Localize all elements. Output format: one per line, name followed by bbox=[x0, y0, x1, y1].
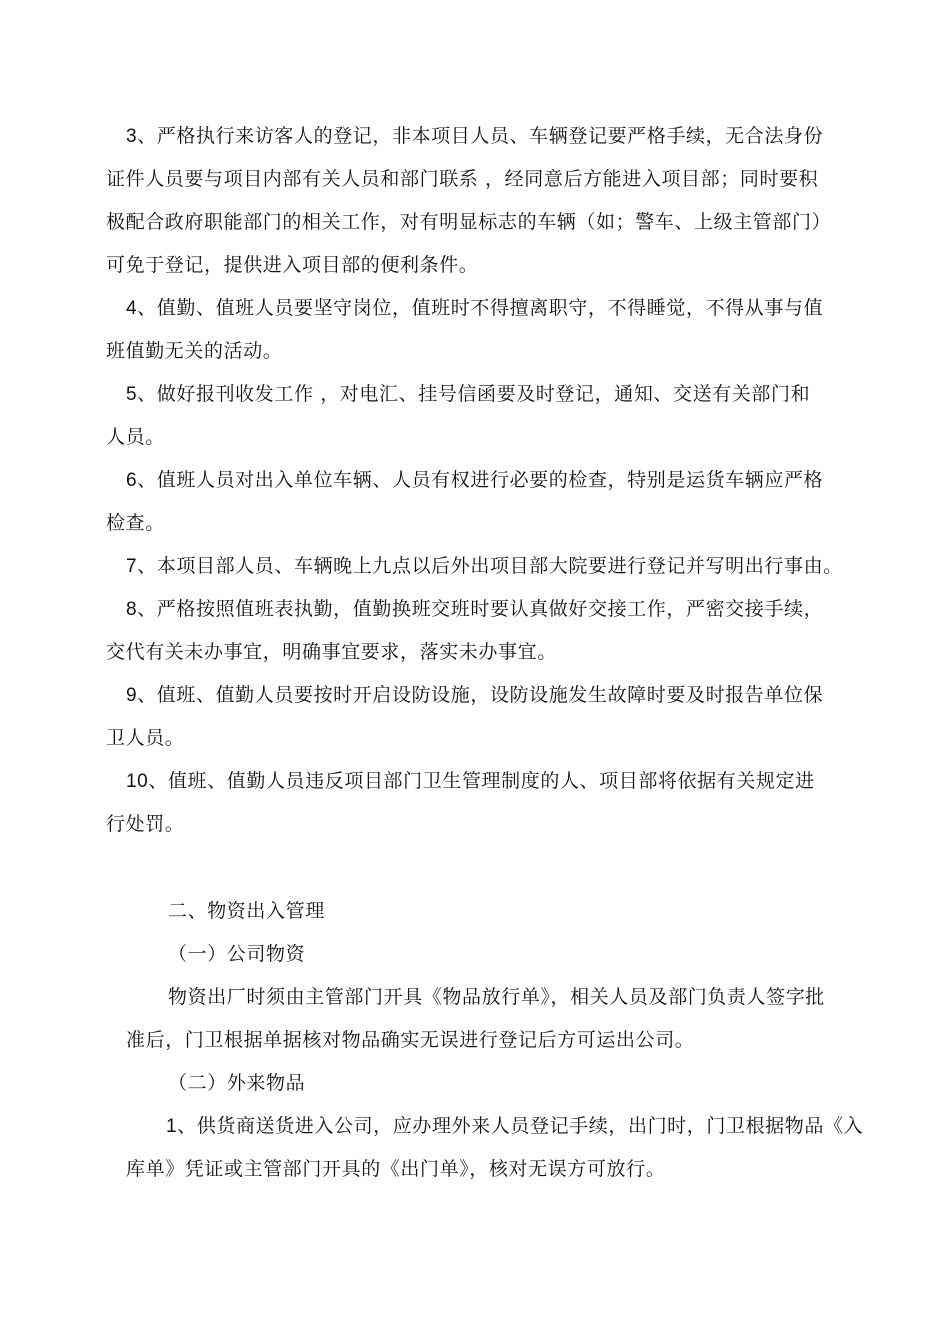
item-4-number: 4 bbox=[126, 298, 138, 319]
item-3-line-1: 3、严格执行来访客人的登记，非本项目人员、车辆登记要严格手续，无合法身份 bbox=[126, 125, 824, 147]
item-5-line-1: 5、做好报刊收发工作 ，对电汇、挂号信函要及时登记，通知、交送有关部门和 bbox=[126, 383, 811, 405]
section-heading: 二、物资出入管理 bbox=[168, 900, 325, 922]
external-goods-line-1: 1、供货商送货进入公司，应办理外来人员登记手续，出门时，门卫根据物品《入 bbox=[166, 1115, 864, 1137]
item-6-number: 6 bbox=[126, 470, 138, 491]
external-goods-item-1 bbox=[126, 1105, 864, 1191]
item-4-line-2: 班值勤无关的活动。 bbox=[106, 340, 283, 362]
item-3-line-3: 极配合政府职能部门的相关工作，对有明显标志的车辆（如；警车、上级主管部门） bbox=[106, 211, 832, 233]
external-goods-item-number: 1 bbox=[166, 1116, 178, 1137]
item-10-line-2: 行处罚。 bbox=[106, 813, 185, 835]
external-goods-line-2: 库单》凭证或主管部门开具的《出门单》，核对无误方可放行。 bbox=[126, 1158, 666, 1180]
item-8-line-2: 交代有关未办事宜，明确事宜要求，落实未办事宜。 bbox=[106, 641, 557, 663]
company-goods-paragraph bbox=[126, 976, 825, 1062]
list-item-4 bbox=[106, 287, 824, 373]
item-5-line-2: 人员。 bbox=[106, 426, 165, 448]
list-item-3 bbox=[106, 115, 832, 287]
company-goods-line-2: 准后，门卫根据单据核对物品确实无误进行登记后方可运出公司。 bbox=[126, 1029, 695, 1051]
item-7-line-1: 7、本项目部人员、车辆晚上九点以后外出项目部大院要进行登记并写明出行事由。 bbox=[126, 555, 843, 577]
item-9-number: 9 bbox=[126, 685, 138, 706]
company-goods-line-1: 物资出厂时须由主管部门开具《物品放行单》，相关人员及部门负责人签字批 bbox=[168, 986, 825, 1008]
list-item-8 bbox=[106, 588, 824, 674]
item-10-line-1: 10、值班、值勤人员违反项目部门卫生管理制度的人、项目部将依据有关规定进 bbox=[126, 770, 815, 792]
item-4-line-1: 4、值勤、值班人员要坚守岗位，值班时不得擅离职守，不得睡觉，不得从事与值 bbox=[126, 297, 824, 319]
list-item-6 bbox=[106, 459, 824, 545]
item-8-number: 8 bbox=[126, 599, 138, 620]
item-3-line-2: 证件人员要与项目内部有关人员和部门联系 ，经同意后方能进入项目部；同时要积 bbox=[106, 168, 819, 190]
item-9-line-2: 卫人员。 bbox=[106, 727, 185, 749]
item-3-number: 3 bbox=[126, 126, 138, 147]
list-item-10 bbox=[106, 760, 815, 846]
subsection-heading-company-goods: （一）公司物资 bbox=[168, 943, 306, 965]
item-5-number: 5 bbox=[126, 384, 138, 405]
item-10-number: 10 bbox=[126, 771, 149, 792]
item-7-number: 7 bbox=[126, 556, 138, 577]
item-9-line-1: 9、值班、值勤人员要按时开启设防设施，设防设施发生故障时要及时报告单位保 bbox=[126, 684, 824, 706]
item-3-line-4: 可免于登记，提供进入项目部的便利条件。 bbox=[106, 254, 479, 276]
list-item-7 bbox=[126, 545, 843, 588]
item-8-line-1: 8、严格按照值班表执勤，值勤换班交班时要认真做好交接工作，严密交接手续， bbox=[126, 598, 824, 620]
subsection-heading-external-goods: （二）外来物品 bbox=[168, 1072, 306, 1094]
item-6-line-2: 检查。 bbox=[106, 512, 165, 534]
list-item-9 bbox=[106, 674, 824, 760]
list-item-5 bbox=[106, 373, 811, 459]
item-6-line-1: 6、值班人员对出入单位车辆、人员有权进行必要的检查，特别是运货车辆应严格 bbox=[126, 469, 824, 491]
